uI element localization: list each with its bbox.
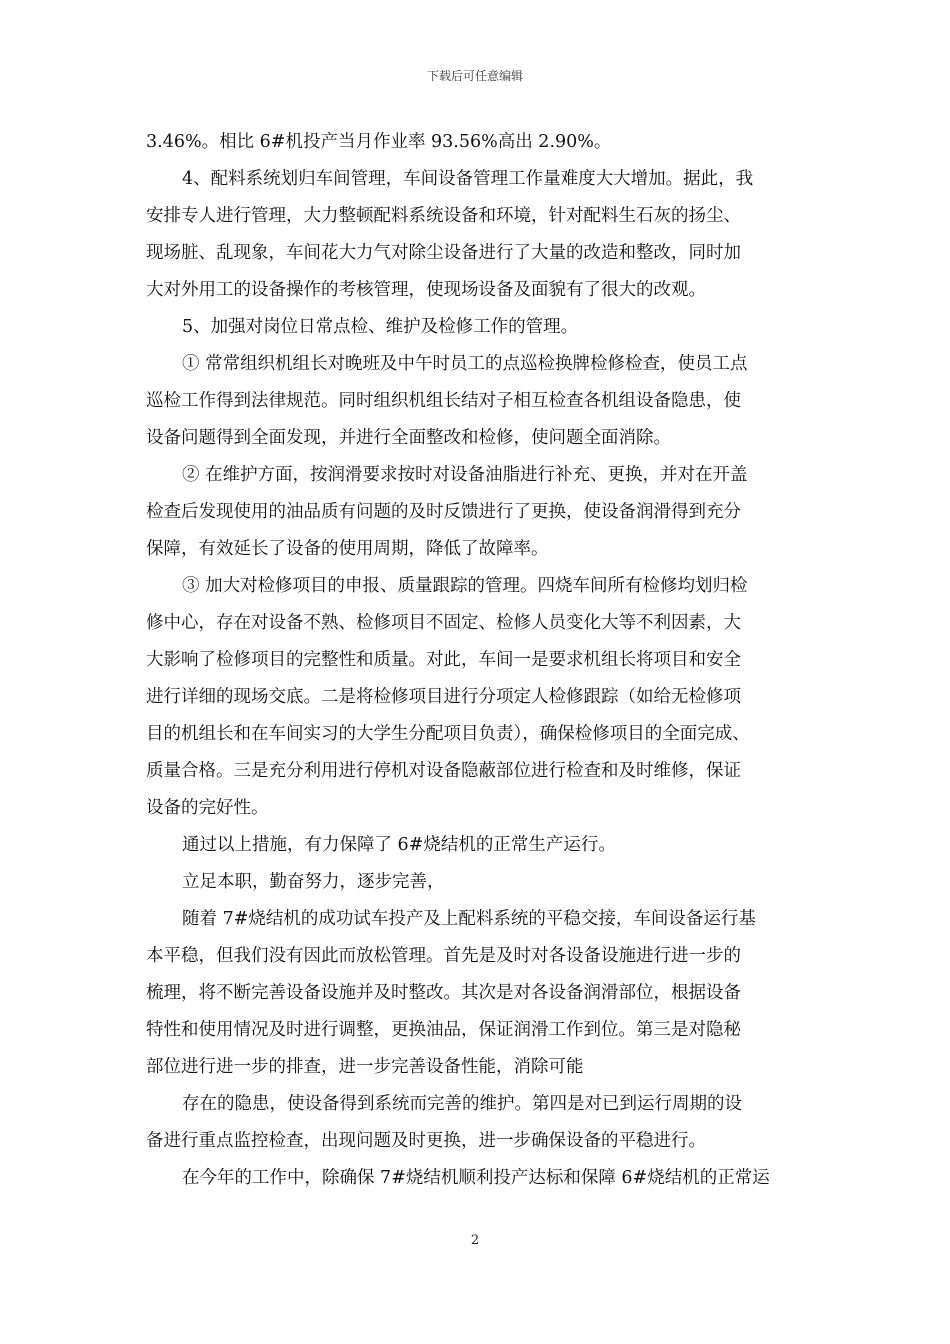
text-line: 大对外用工的设备操作的考核管理，使现场设备及面貌有了很大的改观。 — [146, 280, 706, 300]
text-line: 本平稳，但我们没有因此而放松管理。首先是及时对各设备设施进行进一步的 — [146, 946, 741, 966]
text-line: 随着 7#烧结机的成功试车投产及上配料系统的平稳交接，车间设备运行基 — [182, 909, 756, 929]
text-line: 3.46%。相比 6#机投产当月作业率 93.56%高出 2.90%。 — [146, 132, 612, 152]
text-line: ② 在维护方面，按润滑要求按时对设备油脂进行补充、更换，并对在开盖 — [182, 465, 748, 485]
page-number: 2 — [470, 1233, 480, 1248]
text-line: 大影响了检修项目的完整性和质量。对此，车间一是要求机组长将项目和安全 — [146, 650, 741, 670]
page-header: 下载后可任意编辑 — [426, 69, 523, 83]
text-line: 梳理，将不断完善设备设施并及时整改。其次是对各设备润滑部位，根据设备 — [146, 983, 741, 1003]
text-line: 特性和使用情况及时进行调整，更换油品，保证润滑工作到位。第三是对隐秘 — [146, 1020, 741, 1040]
text-line: 备进行重点监控检查，出现问题及时更换，进一步确保设备的平稳进行。 — [146, 1131, 706, 1151]
text-line: 存在的隐患，使设备得到系统而完善的维护。第四是对已到运行周期的设 — [182, 1094, 742, 1114]
text-line: 设备的完好性。 — [146, 798, 269, 818]
text-line: ① 常常组织机组长对晚班及中午时员工的点巡检换牌检修检查，使员工点 — [182, 354, 748, 374]
text-line: 4、配料系统划归车间管理，车间设备管理工作量难度大大增加。据此，我 — [182, 169, 754, 189]
text-line: 安排专人进行管理，大力整顿配料系统设备和环境，针对配料生石灰的扬尘、 — [146, 206, 741, 226]
text-line: 目的机组长和在车间实习的大学生分配项目负责），确保检修项目的全面完成、 — [146, 724, 750, 744]
text-line: 在今年的工作中，除确保 7#烧结机顺利投产达标和保障 6#烧结机的正常运 — [182, 1168, 770, 1188]
text-line: 设备问题得到全面发现，并进行全面整改和检修，使问题全面消除。 — [146, 428, 671, 448]
text-line: 立足本职，勤奋努力，逐步完善， — [182, 872, 445, 892]
text-line: 保障，有效延长了设备的使用周期，降低了故障率。 — [146, 539, 549, 559]
text-line: ③ 加大对检修项目的申报、质量跟踪的管理。四烧车间所有检修均划归检 — [182, 576, 748, 596]
text-line: 现场脏、乱现象，车间花大力气对除尘设备进行了大量的改造和整改，同时加 — [146, 243, 741, 263]
text-line: 质量合格。三是充分利用进行停机对设备隐蔽部位进行检查和及时维修，保证 — [146, 761, 741, 781]
text-line: 部位进行进一步的排查，进一步完善设备性能，消除可能 — [146, 1057, 584, 1077]
text-line: 通过以上措施，有力保障了 6#烧结机的正常生产运行。 — [182, 835, 616, 855]
text-line: 5、加强对岗位日常点检、维护及检修工作的管理。 — [182, 317, 579, 337]
text-line: 进行详细的现场交底。二是将检修项目进行分项定人检修跟踪（如给无检修项 — [146, 687, 741, 707]
text-line: 巡检工作得到法律规范。同时组织机组长结对子相互检查各机组设备隐患，使 — [146, 391, 741, 411]
text-line: 修中心，存在对设备不熟、检修项目不固定、检修人员变化大等不利因素，大 — [146, 613, 741, 633]
text-line: 检查后发现使用的油品质有问题的及时反馈进行了更换，使设备润滑得到充分 — [146, 502, 741, 522]
document-body — [146, 124, 806, 1197]
